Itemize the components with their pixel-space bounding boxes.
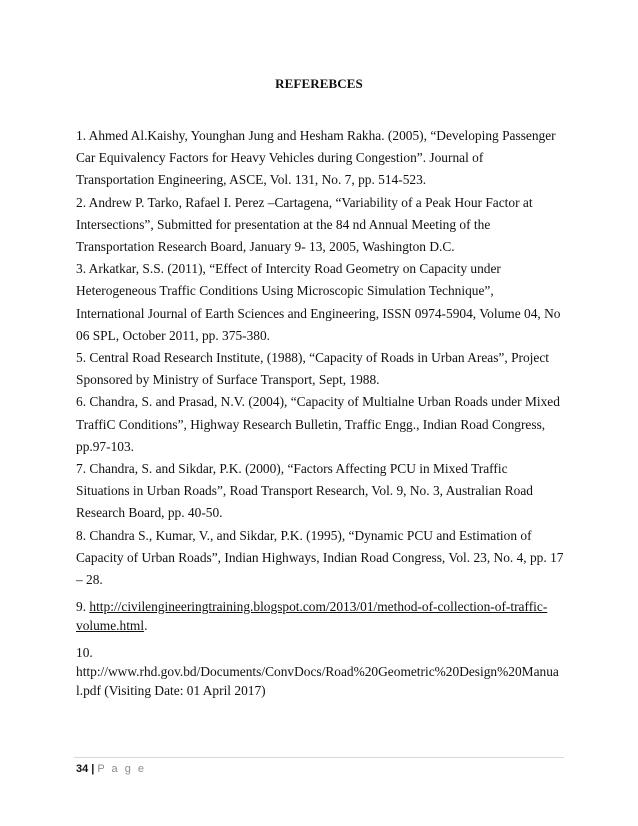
reference-10-number: 10.	[76, 645, 93, 661]
footer-separator: |	[91, 763, 95, 775]
reference-10-text: http://www.rhd.gov.bd/Documents/ConvDocs/Road%20Geometric%20Design%20Manual.pdf (Visiting Date: 01 April 2017)	[76, 664, 559, 699]
footer-divider	[74, 757, 564, 758]
reference-item-9	[76, 597, 564, 635]
reference-9-trailing: .	[144, 618, 148, 634]
reference-item-10	[76, 643, 564, 700]
reference-item-2: 2. Andrew P. Tarko, Rafael I. Perez –Cartagena, “Variability of a Peak Hour Factor at Intersections”, Submitted for presentation at the 84 nd Annual Meeting of the Transportation Research Board, January 9- 13, 2005, Washington D.C.	[76, 194, 533, 255]
page-number: 34	[76, 763, 89, 775]
reference-item-1: 1. Ahmed Al.Kaishy, Younghan Jung and Hesham Rakha. (2005), “Developing Passenger Car Equivalency Factors for Heavy Vehicles during Congestion”. Journal of Transportation Engineering, ASCE, Vol. 131, No. 7, pp. 514-523.	[76, 128, 556, 188]
references-heading: REFEREBCES	[275, 76, 363, 91]
reference-item-3: 3. Arkatkar, S.S. (2011), “Effect of Intercity Road Geometry on Capacity under Heterogeneous Traffic Conditions Using Microscopic Simulation Technique”, International Journal of Earth Sciences and Engineering, ISSN 0974-5904, Volume 04, No 06 SPL, October 2011, pp. 375-380.	[76, 261, 561, 343]
reference-item-6: 6. Chandra, S. and Prasad, N.V. (2004), “Capacity of Multialne Urban Roads under Mixed TraffiC Conditions”, Highway Research Bulletin, Traffic Engg., Indian Road Congress, pp.97-103.	[76, 394, 560, 454]
references-list	[76, 125, 564, 700]
reference-item-5: 5. Central Road Research Institute, (1988), “Capacity of Roads in Urban Areas”, Project Sponsored by Ministry of Surface Transport, Sept, 1988.	[76, 350, 550, 388]
reference-item-8: 8. Chandra S., Kumar, V., and Sikdar, P.K. (1995), “Dynamic PCU and Estimation of Capacity of Urban Roads”, Indian Highways, Indian Road Congress, Vol. 23, No. 4, pp. 17 – 28.	[76, 527, 564, 588]
reference-item-7: 7. Chandra, S. and Sikdar, P.K. (2000), “Factors Affecting PCU in Mixed Traffic Situations in Urban Roads”, Road Transport Research, Vol. 9, No. 3, Australian Road Research Board, pp. 40-50.	[76, 461, 533, 521]
reference-9-number: 9.	[76, 599, 90, 615]
reference-9-link[interactable]: http://civilengineeringtraining.blogspot.com/2013/01/method-of-collection-of-traffic-volume.html	[76, 599, 548, 634]
page-footer	[76, 763, 146, 775]
page-label: P a g e	[97, 763, 146, 775]
